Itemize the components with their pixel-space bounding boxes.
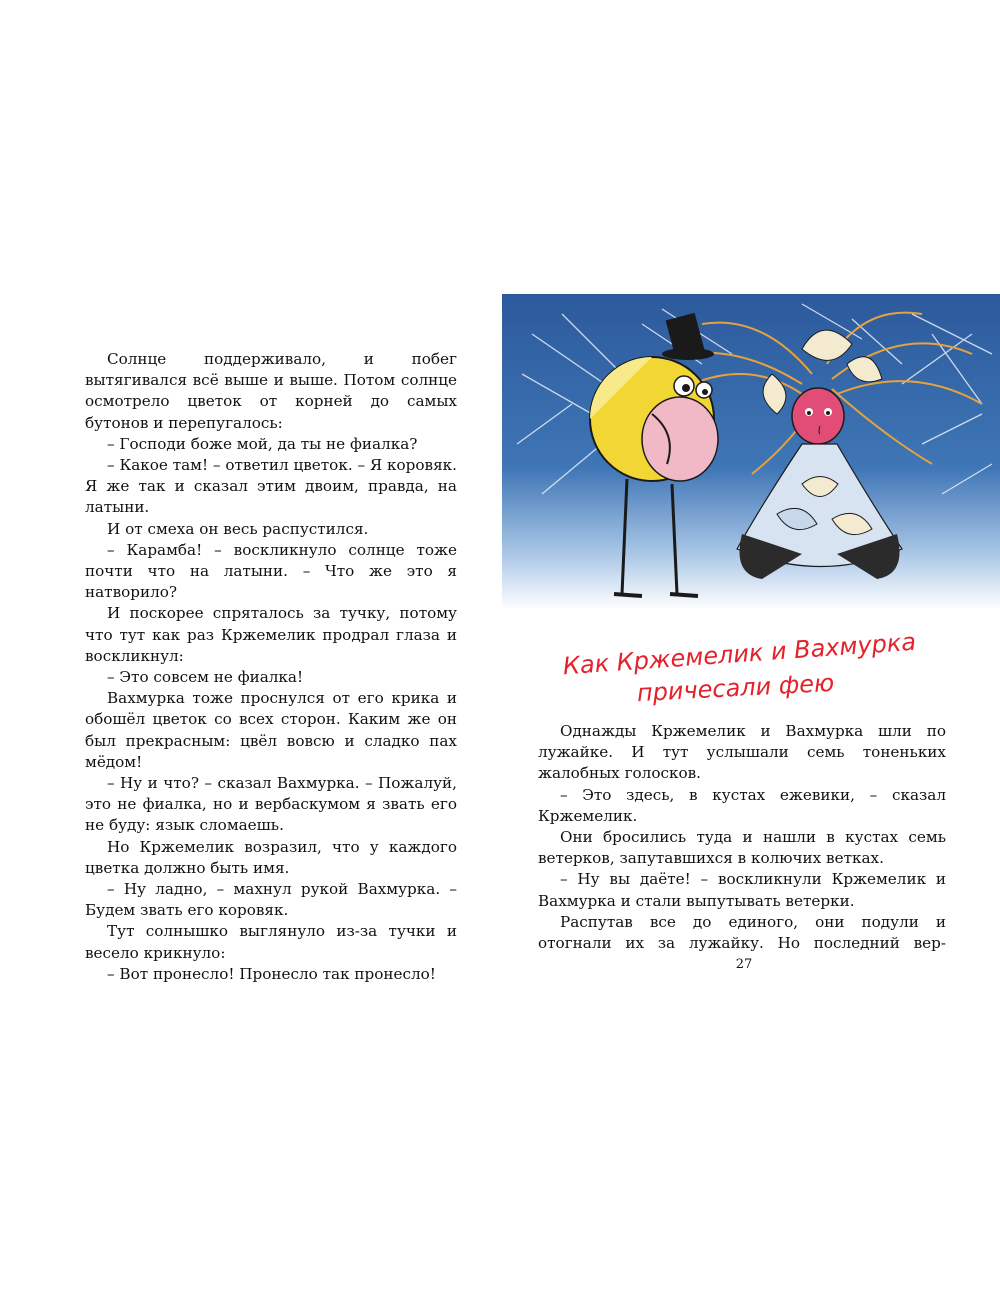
paragraph: Распутав все до единого, они подули и отогнали их за лужайку. Но последний вер- [538, 912, 946, 953]
paragraph: И поскорее спряталось за тучку, потому что тут как раз Кржемелик продрал глаза и воскликнул: [85, 604, 457, 665]
paragraph: – Ну вы даёте! – воскликнули Кржемелик и Вахмурка и стали выпутывать ветерки. [538, 870, 946, 910]
illustration-sun-and-fairy [502, 294, 1000, 610]
paragraph: Вахмурка тоже проснулся от его крика и обошёл цветок со всех сторон. Каким же он был прекрасным: цвёл вовсю и сладко пах мёдом! [85, 689, 457, 771]
chapter-title-line2: причесали фею [636, 668, 835, 708]
paragraph: Тут солнышко выглянуло из-за тучки и весело крикнуло: [85, 922, 457, 962]
paragraph: Однажды Кржемелик и Вахмурка шли по лужайке. И тут услышали семь тоненьких жалобных голосков. [538, 722, 946, 783]
paragraph: И от смеха он весь распустился. [107, 519, 369, 538]
chapter-title-line1: Как Кржемелик и Вахмурка [561, 630, 917, 681]
left-page-text [85, 349, 457, 985]
right-page-text [538, 721, 946, 954]
paragraph: Они бросились туда и нашли в кустах семь ветерков, запутавшихся в колючих ветках. [538, 828, 946, 868]
paragraph: Солнце поддерживало, и побег вытягивался всё выше и выше. Потом солнце осмотрело цветок от корней до самых бутонов и перепугалось: [85, 350, 457, 432]
paragraph: – Это совсем не фиалка! [107, 668, 304, 687]
paragraph: – Ну и что? – сказал Вахмурка. – Пожалуй, это не фиалка, но и вербаскумом я звать его не буду: язык сломаешь. [85, 774, 457, 835]
paragraph: – Это здесь, в кустах ежевики, – сказал Кржемелик. [538, 785, 946, 825]
paragraph: Но Кржемелик возразил, что у каждого цветка должно быть имя. [85, 837, 457, 877]
chapter-title [540, 630, 940, 710]
paragraph: – Вот пронесло! Пронесло так пронесло! [107, 964, 436, 983]
paragraph: – Какое там! – ответил цветок. – Я коровяк. Я же так и сказал этим двоим, правда, на латыни. [85, 456, 457, 517]
paragraph: – Господи боже мой, да ты не фиалка? [107, 434, 418, 453]
page-number: 27 [735, 957, 753, 972]
paragraph: – Ну ладно, – махнул рукой Вахмурка. – Будем звать его коровяк. [85, 880, 457, 920]
paragraph: – Карамба! – воскликнуло солнце тоже почти что на латыни. – Что же это я натворило? [85, 540, 457, 602]
